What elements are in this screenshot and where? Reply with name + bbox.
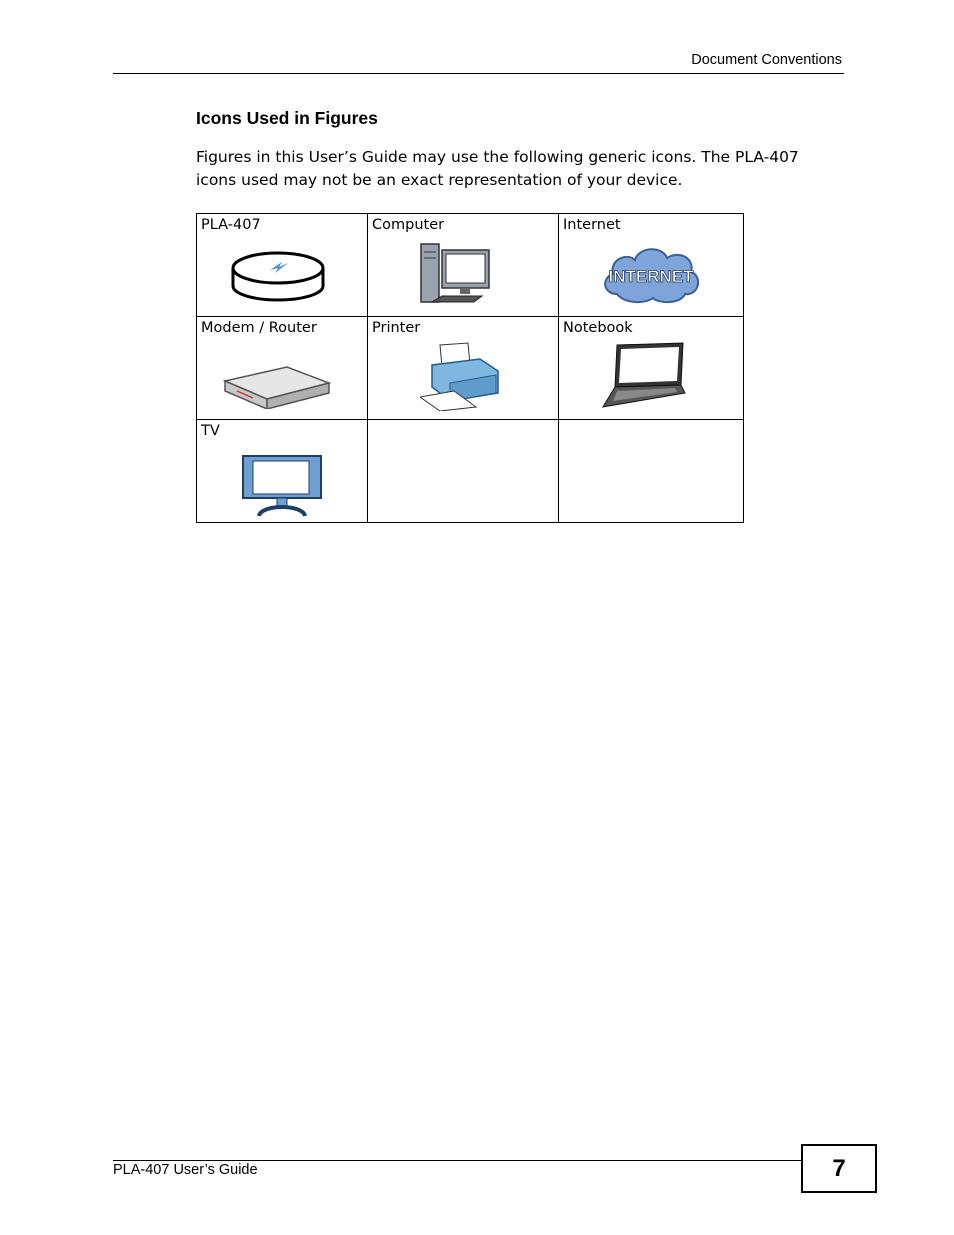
table-cell-computer <box>368 214 559 317</box>
table-cell-printer <box>368 317 559 420</box>
cell-label: Internet <box>563 217 621 233</box>
cell-label: TV <box>201 423 220 439</box>
table-row <box>197 420 744 523</box>
table-row <box>197 317 744 420</box>
internet-cloud-text: INTERNET <box>608 267 694 286</box>
cell-label: Notebook <box>563 320 633 336</box>
table-cell-tv <box>197 420 368 523</box>
computer-icon <box>418 238 492 306</box>
cell-label: Modem / Router <box>201 320 317 336</box>
header-rule <box>113 73 844 74</box>
icons-table <box>196 213 744 523</box>
table-row <box>197 214 744 317</box>
table-cell-empty <box>559 420 744 523</box>
header-section-title: Document Conventions <box>691 52 842 68</box>
cell-label: Printer <box>372 320 421 336</box>
table-cell-internet <box>559 214 744 317</box>
modem-router-icon <box>223 353 331 409</box>
section-title: Icons Used in Figures <box>196 108 378 128</box>
notebook-icon <box>601 341 687 409</box>
table-cell-pla407 <box>197 214 368 317</box>
table-cell-modem-router <box>197 317 368 420</box>
table-cell-empty <box>368 420 559 523</box>
cell-label: Computer <box>372 217 445 233</box>
tv-icon <box>241 452 323 518</box>
internet-cloud-icon <box>599 242 703 306</box>
footer-rule <box>113 1160 802 1161</box>
cell-label: PLA-407 <box>201 217 261 233</box>
table-cell-notebook <box>559 317 744 420</box>
page-number: 7 <box>801 1144 877 1193</box>
intro-paragraph: Figures in this User’s Guide may use the following generic icons. The PLA-407 icons used may not be an exact representation of your device. <box>196 148 799 189</box>
footer-guide-title: PLA-407 User’s Guide <box>113 1162 258 1178</box>
pla407-icon <box>230 246 326 302</box>
printer-icon <box>420 341 500 411</box>
